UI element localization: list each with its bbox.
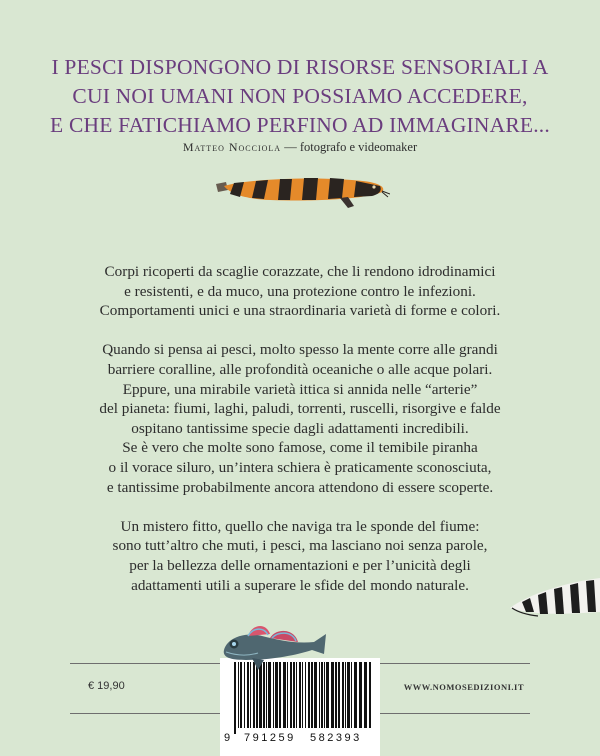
text-line: Eppure, una mirabile varietà ittica si annida nelle “arterie” [122, 380, 478, 398]
barcode-bar [359, 662, 362, 728]
barcode-bar [338, 662, 340, 728]
quote-author-role: — fotografo e videomaker [284, 140, 418, 154]
text-line: Corpi ricoperti da scaglie corazzate, che li rendono idrodinamici [104, 263, 496, 280]
isbn-left-group: 791259 [244, 732, 296, 744]
barcode-bar [345, 662, 346, 728]
barcode-bar [335, 662, 337, 728]
barcode-bar [331, 662, 334, 728]
text-line: sono tutt’altro che muti, i pesci, ma lasciano noi senza parole, [112, 537, 488, 555]
text-line: ospitano tantissime specie dagli adattamenti incredibili. [131, 419, 469, 437]
quote-line-1: I PESCI DISPONGONO DI RISORSE SENSORIALI A [51, 55, 549, 79]
barcode-bar [354, 662, 357, 728]
back-cover-quote [20, 53, 580, 140]
text-line: del pianeta: fiumi, laghi, paludi, torrenti, ruscelli, risorgive e falde [99, 400, 501, 418]
text-line: Quando si pensa ai pesci, molto spesso la mente corre alle grandi [102, 341, 498, 359]
zebra-pleco-fish-icon [508, 572, 600, 618]
barcode-bar [347, 662, 350, 728]
barcode-bar [369, 662, 371, 728]
text-line: Comportamenti unici e una straordinaria varietà di forme e colori. [99, 302, 501, 320]
text-line: barriere coralline, alle profondità oceaniche o alle acque polari. [107, 360, 493, 378]
description-paragraph-2 [40, 340, 560, 497]
barcode-bar [364, 662, 367, 728]
text-line: e tantissime probabilmente ancora attendono di essere scoperte. [106, 478, 494, 496]
barcode-bar [351, 662, 352, 728]
price-label: € 19,90 [88, 680, 125, 692]
barcode-bar [342, 662, 344, 728]
text-line: adattamenti utili a superare le sfide del mondo naturale. [131, 576, 469, 594]
description-paragraph-3 [40, 517, 560, 595]
isbn-first-digit: 9 [224, 732, 231, 744]
publisher-website: WWW.NOMOSEDIZIONI.IT [403, 682, 524, 692]
text-line: per la bellezza delle ornamentazioni e per l’unicità degli [129, 556, 471, 574]
isbn-barcode [220, 658, 380, 756]
text-line: o il vorace siluro, un’intera schiera è praticamente sconosciuta, [108, 458, 492, 476]
quote-line-3: E CHE FATICHIAMO PERFINO AD IMMAGINARE... [50, 113, 550, 137]
isbn-right-group: 582393 [310, 732, 362, 744]
back-cover-description [40, 262, 560, 615]
loach-fish-icon [210, 170, 390, 214]
quote-line-2: CUI NOI UMANI NON POSSIAMO ACCEDERE, [72, 84, 528, 108]
text-line: Se è vero che molte sono famose, come il temibile piranha [122, 439, 478, 457]
quote-attribution [0, 140, 600, 155]
quote-author: Matteo Nocciola [182, 140, 282, 154]
text-line: e resistenti, e da muco, una protezione contro le infezioni. [124, 282, 476, 300]
description-paragraph-1 [40, 262, 560, 321]
text-line: Un mistero fitto, quello che naviga tra le sponde del fiume: [120, 517, 480, 535]
barcode-bar [234, 662, 236, 734]
mudskipper-fish-icon [218, 620, 330, 672]
